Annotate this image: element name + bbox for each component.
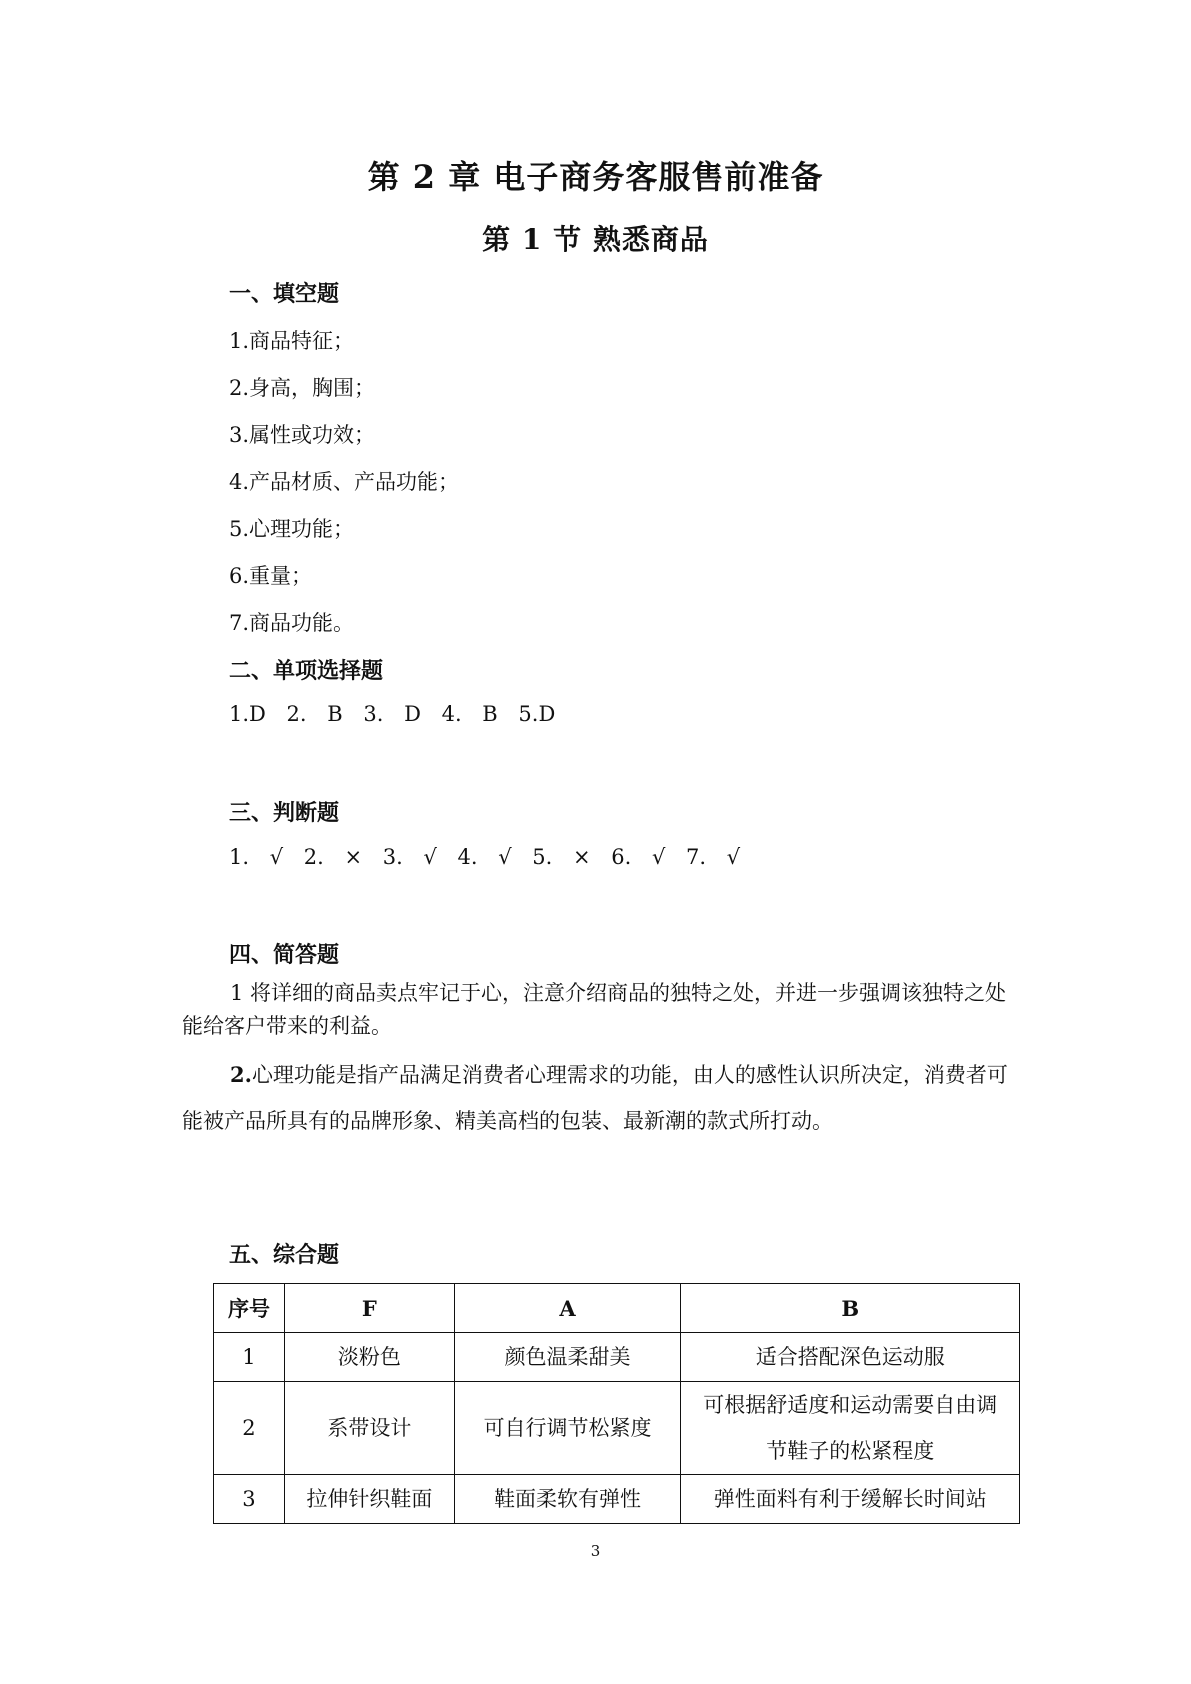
page-number: 3	[590, 1542, 601, 1560]
comprehensive-table	[213, 1283, 1020, 1524]
short-answer-2-text: 心理功能是指产品满足消费者心理需求的功能，由人的感性认识所决定，消费者可能被产品所具有的品牌形象、精美高档的包装、最新潮的款式所打动。	[182, 1063, 1008, 1133]
column-header-number: 序号	[214, 1284, 285, 1333]
table-cell: 可自行调节松紧度	[454, 1382, 681, 1475]
column-header-a: A	[454, 1284, 681, 1333]
single-choice-answers: 1.D 2. B 3. D 4. B 5.D	[229, 702, 556, 726]
table-cell: 颜色温柔甜美	[454, 1333, 681, 1382]
table-cell: 弹性面料有利于缓解长时间站	[681, 1475, 1020, 1524]
section-title: 第 1 节 熟悉商品	[482, 223, 709, 256]
short-answer-heading: 四、简答题	[229, 942, 340, 968]
table-cell: 适合搭配深色运动服	[681, 1333, 1020, 1382]
short-answer-2-number: 2.	[230, 1062, 252, 1087]
table-cell: 淡粉色	[284, 1333, 454, 1382]
table-row	[214, 1382, 1020, 1475]
fill-in-answer-6: 6.重量；	[229, 564, 313, 588]
column-header-f: F	[284, 1284, 454, 1333]
true-false-answers: 1. √ 2. × 3. √ 4. √ 5. × 6. √ 7. √	[229, 845, 741, 869]
column-header-b: B	[681, 1284, 1020, 1333]
chapter-title: 第 2 章 电子商务客服售前准备	[367, 158, 824, 196]
comprehensive-heading: 五、综合题	[229, 1242, 340, 1268]
short-answer-2	[182, 1052, 1012, 1144]
table-row	[214, 1333, 1020, 1382]
fill-in-answer-5: 5.心理功能；	[229, 517, 355, 541]
table-cell: 鞋面柔软有弹性	[454, 1475, 681, 1524]
true-false-heading: 三、判断题	[229, 800, 340, 826]
fill-in-heading: 一、填空题	[229, 281, 340, 307]
fill-in-answer-7: 7.商品功能。	[229, 611, 355, 635]
fill-in-answer-4: 4.产品材质、产品功能；	[229, 470, 460, 494]
single-choice-heading: 二、单项选择题	[229, 658, 384, 684]
fill-in-answer-3: 3.属性或功效；	[229, 423, 376, 447]
short-answer-1: 1 将详细的商品卖点牢记于心，注意介绍商品的独特之处，并进一步强调该独特之处能给客户带来的利益。	[182, 981, 1007, 1038]
fill-in-answer-1: 1.商品特征；	[229, 329, 355, 353]
table-cell: 3	[214, 1475, 285, 1524]
table-row	[214, 1475, 1020, 1524]
table-cell: 系带设计	[284, 1382, 454, 1475]
table-cell: 可根据舒适度和运动需要自由调节鞋子的松紧程度	[681, 1382, 1020, 1475]
table-cell: 2	[214, 1382, 285, 1475]
table-header-row	[214, 1284, 1020, 1333]
table-cell: 拉伸针织鞋面	[284, 1475, 454, 1524]
table-cell: 1	[214, 1333, 285, 1382]
fill-in-answer-2: 2.身高，胸围；	[229, 376, 376, 400]
